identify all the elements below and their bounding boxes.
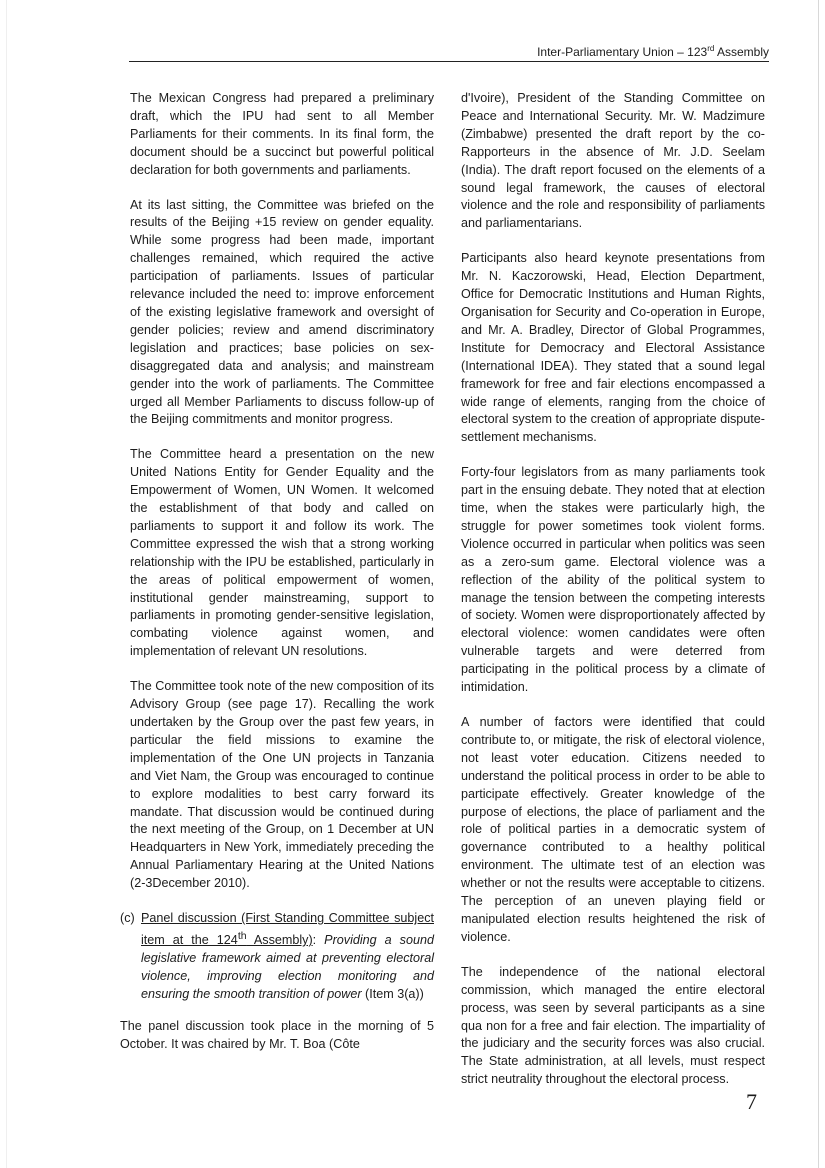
item-body — [141, 910, 434, 1004]
header-title: Inter-Parliamentary Union – 123 — [537, 45, 708, 59]
paragraph: The Committee heard a presentation on the new United Nations Entity for Gender Equality and the Empowerment of Women, UN Women. It welcomed the establishment of that body and called on parliaments to support it and follow its work. The Committee expressed the wish that a strong working relationship with the IPU be established, particularly in the areas of political empowerment of women, institutional gender mainstreaming, support to parliaments in promoting gender-sensitive legislation, combating violence against women, and implementation of relevant UN resolutions. — [130, 447, 434, 659]
agenda-item — [120, 910, 434, 1004]
left-column — [120, 90, 434, 1071]
paragraph: Participants also heard keynote presentations from Mr. N. Kaczorowski, Head, Election Department, Office for Democratic Institutions and Human Rights, Organisation for Security and Co-operation in Europe, and Mr. A. Bradley, Director of Global Programmes, Institute for Democracy and Electoral Assistance (International IDEA). They stated that a sound legal framework for free and fair elections encompassed a wide range of elements, ranging from the choice of electoral system to the creation of appropriate dispute-settlement mechanisms. — [461, 251, 765, 445]
right-column — [461, 90, 765, 1106]
scan-edge-line — [6, 0, 7, 1168]
page-number: 7 — [746, 1089, 757, 1114]
item-marker: (c) — [120, 911, 135, 926]
paragraph: At its last sitting, the Committee was briefed on the results of the Beijing +15 review on gender equality. While some progress had been made, important challenges remained, which required the active participation of parliaments. Issues of particular relevance included the need to: improve enforcement of the existing legislative framework and oversight of gender policies; review and amend discriminatory legislation and practices; base policies on sex-disaggregated data and analysis; and mainstream gender into the work of parliaments. The Committee urged all Member Parliaments to discuss follow-up of the Beijing commitments and monitor progress. — [130, 197, 434, 427]
running-header — [129, 41, 769, 62]
paragraph: A number of factors were identified that could contribute to, or mitigate, the risk of electoral violence, not least voter education. Citizens needed to understand the political process in order to be able to participate effectively. Greater knowledge of the purpose of elections, the place of parliament and the role of political parties in a democratic system of governance contributed to a healthy political environment. The ultimate test of an election was whether or not the results were acceptable to citizens. The perception of an uneven playing field or manipulated election results heightened the risk of violence. — [461, 715, 765, 944]
paragraph: The independence of the national electoral commission, which managed the entire electoral process, was seen by several participants as a sine qua non for a free and fair election. The impartiality of the judiciary and the security forces was also crucial. The State administration, at all levels, must respect strict neutrality throughout the electoral process. — [461, 964, 765, 1087]
paragraph: d'Ivoire), President of the Standing Committee on Peace and International Security. Mr. W. Madzimure (Zimbabwe) presented the draft report by the co-Rapporteurs in the absence of Mr. J.D. Seelam (India). The draft report focused on the elements of a sound legal framework, the causes of electoral violence and the role and responsibility of parliaments and parliamentarians. — [461, 91, 765, 231]
item-title: Providing a sound legislative framework aimed at preventing electoral violence, improving election monitoring and ensuring the smooth transition of power — [141, 933, 434, 1001]
paragraph: The panel discussion took place in the morning of 5 October. It was chaired by Mr. T. Boa (Côte — [120, 1018, 434, 1051]
paragraph: Forty-four legislators from as many parliaments took part in the ensuing debate. They noted that at election time, when the stakes were particularly high, the struggle for power sometimes took violent forms. Violence occurred in particular when politics was seen as a zero-sum game. Electoral violence was a reflection of the ability of the political system to manage the tension between the competing interests of society. Women were disproportionately affected by electoral violence: women candidates were often vulnerable targets and were deterred from participating in the political process by a climate of intimidation. — [461, 465, 765, 695]
paragraph: The Committee took note of the new composition of its Advisory Group (see page 17). Recalling the work undertaken by the Group over the past few years, in particular the field missions to examine the implementation of the One UN projects in Tanzania and Viet Nam, the Group was encouraged to continue to explore modalities to best carry forward its mandate. That discussion would be continued during the next meeting of the Group, on 1 December at UN Headquarters in New York, immediately preceding the Annual Parliamentary Hearing at the United Nations (2-3December 2010). — [130, 679, 434, 891]
page-margin-line — [818, 0, 819, 1168]
item-colon: : — [312, 933, 325, 948]
item-heading: Panel discussion (First Standing Committee subject item at the 124th Assembly) — [141, 911, 434, 948]
paragraph: The Mexican Congress had prepared a preliminary draft, which the IPU had sent to all Member Parliaments for their comments. In its final form, the document should be a succinct but powerful political declaration for both governments and parliaments. — [130, 91, 434, 177]
header-title-sup: rd — [707, 44, 715, 53]
header-title-end: Assembly — [714, 45, 769, 59]
item-reference: (Item 3(a)) — [361, 986, 424, 1001]
